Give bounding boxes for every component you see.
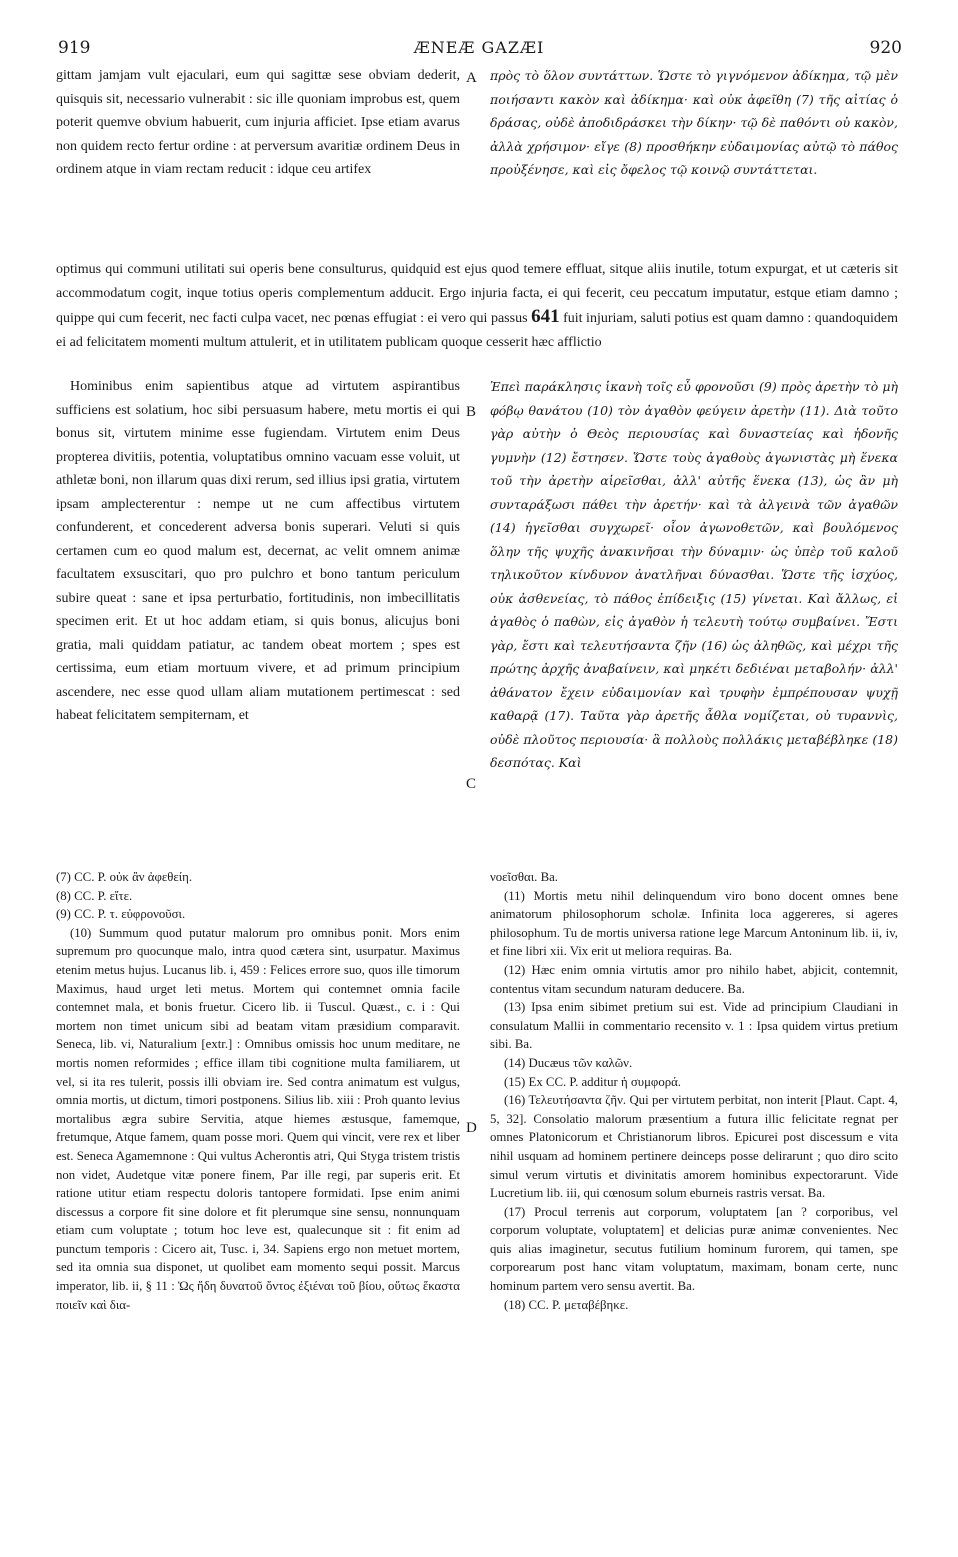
footnote: (7) CC. P. οὐκ ἂν ἀφεθείη. xyxy=(56,870,193,884)
greek-column-2 xyxy=(490,375,898,775)
margin-marker-b: B xyxy=(466,404,477,420)
latin-paragraph: Hominibus enim sapientibus atque ad virtutem aspirantibus sufficiens est solatium, hoc sibi persuasum habere, metu mortis ei qui bonus sit, virtutem minime esse fugiendam. Virtutem enim Deus propterea divitiis, potentia, voluptatibus omnino vacuam esse voluit, ut athletæ boni, non illarum quas dixi rerum, sed illius ipsi gratia, virtutem ipsam amplecterentur : nempe ut ne cum affectibus virtutem confunderent, et concederent adversa bonis superari. Veluti si quis certamen cum eo quod malum est, decernat, ac velit omnem animæ facultatem exsuscitari, quo pro pulchro et bono tantum periculum subire queat : sane et ipsa perturbatio, fortitudinis, non imbecillitatis specimen erit. Et ut hoc addam etiam, si quis bonus, alicujus boni gratia, mali quiddam patiatur, ac tandem obeat mortem ; spes est certissima, eum etiam mortuum vivere, et ad primum principium ascendere, nec esse quod ullam aliam mutationem pertimescat : sed habeat felicitatem sempiternam, et xyxy=(56,379,460,723)
footnote: (10) Summum quod putatur malorum pro omnibus ponit. Mors enim supremum pro quocunque malo, intra quod cætera sint, usurpatur. Maximus etenim metus hujus. Lucanus lib. i, 459 : Felices errore suo, quos ille timorum Maximus, haud urget leti metus. Mortem qui contemnet omnia facile contemnet mala, et bonis fruetur. Cicero lib. ii Tuscul. Quæst., c. i : Qui mortem non timet unicum sibi ad beatam vitam præsidium comparavit. Seneca, lib. vi, Naturalium [extr.] : Omnibus omissis hoc unum meditare, ne mortis nomen reformides ; effice illam tibi cognitione multa familiarem, ut vel, si ita res tulerit, possis illi obviam ire. Sed contra animatum est vulgus, omnia mortis, ut dictum, timori postponens. Silius lib. xiii : Proh quanto levius mortalibus ægra subire Servitia, atque hiemes æstusque, famemque, fretumque, Atque famem, quam posse mori. Quem qui vincit, vere rex et liber est. Seneca Agamemnone : Qui vultus Acherontis atri, Qui Styga tristem tristis non videt, Audetque vitæ ponere finem, Par ille regi, par superis erit. Et ratione utitur etiam respectu doloris tantopere formidati. Ipse enim animi discessus a corpore fit sine dolore et fit plerumque sine sensu, nonnunquam etiam cum voluptate ; totum hoc leve est, qualecunque sit : fit enim ad punctum temporis : Cicero ait, Tusc. i, 34. Sapiens ergo non metuet mortem, sed ita omnia sua disponet, ut quolibet eam momento sequi possit. Marcus imperator, lib. ii, § 11 : Ὡς ἤδη δυνατοῦ ὄντος ἐξιέναι τοῦ βίου, οὕτως ἕκαστα ποιεῖν καὶ δια- xyxy=(56,925,460,1312)
right-page-number: 920 xyxy=(869,38,902,58)
margin-marker-a: A xyxy=(466,70,477,86)
full-width-text-after: fuit injuriam, saluti potius est quam damno : quandoquidem ei ad felicitatem momenti multum attulerit, et in utilitatem publicam quoque cesserit hæc afflictio xyxy=(56,311,899,350)
full-width-paragraph xyxy=(56,258,898,354)
margin-marker-c: C xyxy=(466,776,477,792)
footnote: (14) Ducæus τῶν καλῶν. xyxy=(504,1055,633,1070)
footnote: (9) CC. P. τ. εὐφρονοῦσι. xyxy=(56,907,186,922)
footnote: (11) Mortis metu nihil delinquendum viro bono docent omnes bene animatorum philosophorum scholæ. Infinita loca aggereres, si ageres philosophum. Tu de mortis universa ratione lege Marcum Antoninum lib. ii, iv, et fine libri xii. Vix erit ut meliora requiras. Ba. xyxy=(490,888,898,959)
footnote: νοεῖσθαι. Ba. xyxy=(490,870,558,884)
footnote: (17) Procul terrenis aut corporum, voluptatem [an ? corporibus, vel corporum voluptate, voluptatem] et delicias puræ animæ convenientes. Nec quis alias imaginetur, secutus futilium hominum furorem, qui tamen, spe corporearum post hanc vitam voluptatum, maximam, bonam certe, nunc hominum partem vero sensu avertit. Ba. xyxy=(490,1204,898,1294)
footnote: (8) CC. P. εἴτε. xyxy=(56,888,133,903)
full-width-text-before: optimus qui communi utilitati sui operis bene consulturus, quidquid est ejus quod temere effluat, sitque aliis inutile, totum expurgat, et ut cæteris sit accommodatum cogit, inque totius operis complementum adducit. Ergo injuria facta, ei qui fecerit, ceu peccatum imputatur, estque etiam damno ; quippe qui cum fecerit, nec facti culpa vacet, nec pœnas effugiat : ei vero qui passus xyxy=(56,262,898,326)
column-number: 641 xyxy=(531,306,560,327)
running-title: ÆNEÆ GAZÆI xyxy=(413,38,545,57)
footnote: (16) Τελευτήσαντα ζῆν. Qui per virtutem perbitat, non interit [Plaut. Capt. 4, 5, 32]. Consolatio malorum præsentium a futura illic felicitate regnat per omnes Platonicorum et Christianorum libros. Epicurei post discessum e vita nihil usquam ad hominem pertinere deinceps posse delirarunt ; quo diro scito simul verum virtutis et divinitatis amorem hominibus expectorarunt. Vide Lucretium lib. iii, qui cœnosum solum eburneis rastris versat. Ba. xyxy=(490,1093,898,1201)
greek-column-1 xyxy=(490,64,898,182)
latin-paragraph: gittam jamjam vult ejaculari, eum qui sagittæ sese obviam dederit, quisquis sit, necessario vulnerabit : sic ille quoniam improbus est, quem poterit quemve obvium habuerit, cum injuria afficiet. Ipse etiam avarus non quidem recto fertur ordine : at perversum avaritiæ ordinem Deus in ordinem atque in viam rectam reducit : idque ceu artifex xyxy=(56,68,460,177)
footnote: (12) Hæc enim omnia virtutis amor pro nihilo habet, abjicit, contemnit, contentus vitam secundum naturam deducere. Ba. xyxy=(490,962,898,996)
footnotes-right xyxy=(490,868,898,1314)
greek-paragraph: Ἐπεὶ παράκλησις ἱκανὴ τοῖς εὖ φρονοῦσι (9) πρὸς ἀρετὴν τὸ μὴ φόβῳ θανάτου (10) τὸν ἀγαθὸν φεύγειν ἀρετὴν (11). Διὰ τοῦτο γὰρ αὐτὴν ὁ Θεὸς περιουσίας καὶ δυναστείας καὶ ἡδονῆς γυμνὴν (12) ἔστησεν. Ὥστε τοὺς ἀγαθοὺς ἀγωνιστὰς μὴ ἕνεκα τοῦ τὴν ἀρετὴν αἱρεῖσθαι, ἀλλ' αὐτῆς ἕνεκα (13), ὡς ἂν μὴ συνταράξωσι πάθει τὴν ἀρετήν· καὶ τὰ ἀλγεινὰ τῶν ἀγαθῶν (14) ἡγεῖσθαι συγχωρεῖ· οἷον ἀγωνοθετῶν, καὶ βουλόμενος ὅλην τῆς ψυχῆς ἀνακινῆσαι τὴν δύναμιν· ὡς ὑπὲρ τοῦ καλοῦ τηλικοῦτον κίνδυνον ἀνατλῆναι δύνασθαι. Ὥστε τῆς ἰσχύος, οὐκ ἀσθενείας, τὸ πάθος ἐπίδειξις (15) γίνεται. Καὶ ἄλλως, εἰ ἀγαθὸς ὁ παθὼν, εἰς ἀγαθὸν ἡ τελευτὴ τούτῳ συμβαίνει. Ἔστι γὰρ, ἔστι καὶ τελευτήσαντα ζῆν (16) ὡς ἀληθῶς, καὶ μέχρι τῆς πρώτης ἀρχῆς ἀναβαίνειν, καὶ μηκέτι δεδιέναι μεταβολήν· ἀλλ' ἀθάνατον ἔχειν εὐδαιμονίαν καὶ τρυφὴν ἐμπρέπουσαν ψυχῇ καθαρᾷ (17). Ταῦτα γὰρ ἀρετῆς ἆθλα νομίζεται, οὐ τυραννὶς, οὐδὲ πλοῦτος περιουσία· ἃ πολλοὺς πολλάκις μεταβέβληκε (18) δεσπότας. Καὶ xyxy=(490,379,898,770)
footnote: (13) Ipsa enim sibimet pretium sui est. Vide ad principium Claudiani in consulatum Mallii in commentario recensito v. 1 : Ipsa quidem virtus pretium sibi. Ba. xyxy=(490,1000,898,1052)
left-page-number: 919 xyxy=(58,38,91,58)
latin-column-1 xyxy=(56,64,460,182)
latin-column-2 xyxy=(56,375,460,728)
margin-marker-d: D xyxy=(466,1120,477,1136)
footnotes-left xyxy=(56,868,460,1314)
footnote: (15) Ex CC. P. additur ἡ συμφορά. xyxy=(504,1074,682,1089)
greek-paragraph: πρὸς τὸ ὅλον συντάττων. Ὥστε τὸ γιγνόμενον ἀδίκημα, τῷ μὲν ποιήσαντι κακὸν καὶ ἀδίκημα· καὶ οὐκ ἀφεῖθη (7) τῆς αἰτίας ὁ δράσας, οὐδὲ ἀποδιδράσκει τὴν δίκην· τῷ δὲ παθόντι οὐ κακὸν, ἀλλὰ χρήσιμον· εἴγε (8) προσθήκην εὐδαιμονίας αὐτῷ τὸ πάθος προὐξένησε, καὶ εἰς ὄφελος τῷ κοινῷ συντάττεται. xyxy=(490,68,898,177)
footnote: (18) CC. P. μεταβέβηκε. xyxy=(504,1297,629,1312)
